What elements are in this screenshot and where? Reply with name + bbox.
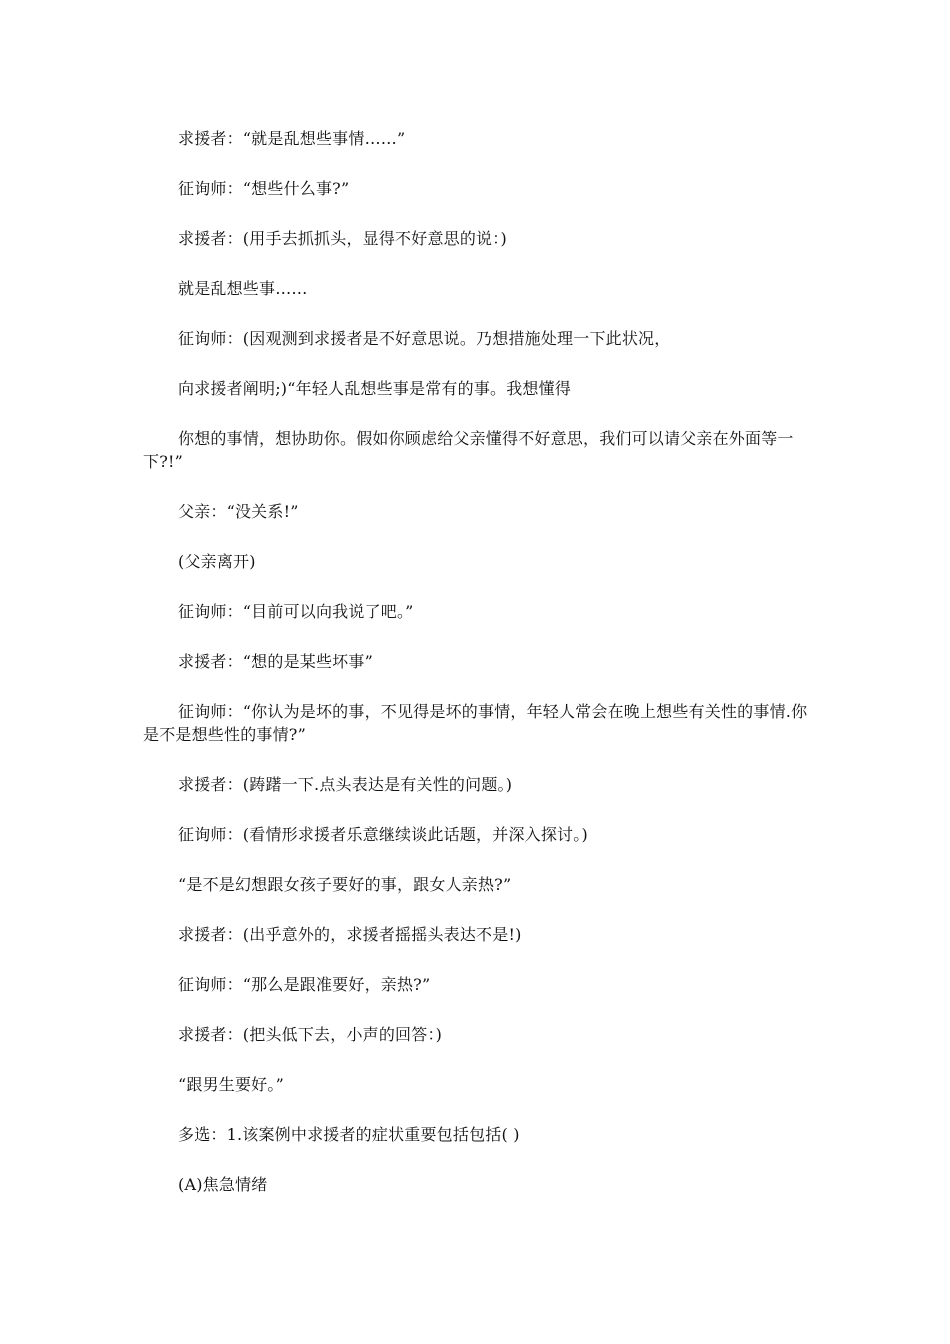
option-a: (A)焦急情绪	[178, 1175, 268, 1194]
paragraph-2: 征询师：“想些什么事?”	[178, 179, 350, 198]
paragraph-12: 征询师：“你认为是坏的事，不见得是坏的事情，年轻人常会在晚上想些有关性的事情.你是不是想些性的事情?”	[143, 702, 808, 744]
paragraph-18: 求援者：(把头低下去，小声的回答：)	[178, 1025, 443, 1044]
paragraph-19: “跟男生要好。”	[178, 1075, 284, 1094]
paragraph-13: 求援者：(踌躇一下.点头表达是有关性的问题。)	[178, 775, 513, 794]
paragraph-14: 征询师：(看情形求援者乐意继续谈此话题，并深入探讨。)	[178, 825, 588, 844]
paragraph-10: 征询师：“目前可以向我说了吧。”	[178, 602, 414, 621]
paragraph-8: 父亲：“没关系!”	[178, 502, 299, 521]
paragraph-15: “是不是幻想跟女孩子要好的事，跟女人亲热?”	[178, 875, 512, 894]
paragraph-7: 你想的事情，想协助你。假如你顾虑给父亲懂得不好意思，我们可以请父亲在外面等一下?!”	[143, 429, 794, 471]
paragraph-6: 向求援者阐明;)“年轻人乱想些事是常有的事。我想懂得	[178, 379, 572, 398]
paragraph-3: 求援者：(用手去抓抓头，显得不好意思的说：)	[178, 229, 507, 248]
paragraph-1: 求援者：“就是乱想些事情……”	[178, 129, 406, 148]
paragraph-5: 征询师：(因观测到求援者是不好意思说。乃想措施处理一下此状况，	[178, 329, 671, 348]
paragraph-9: (父亲离开)	[178, 552, 256, 571]
paragraph-11: 求援者：“想的是某些坏事”	[178, 652, 373, 671]
paragraph-17: 征询师：“那么是跟准要好，亲热?”	[178, 975, 431, 994]
paragraph-16: 求援者：(出乎意外的，求援者摇摇头表达不是!)	[178, 925, 522, 944]
paragraph-4: 就是乱想些事……	[178, 279, 308, 298]
question-text: 多选：1.该案例中求援者的症状重要包括包括( )	[178, 1125, 520, 1144]
